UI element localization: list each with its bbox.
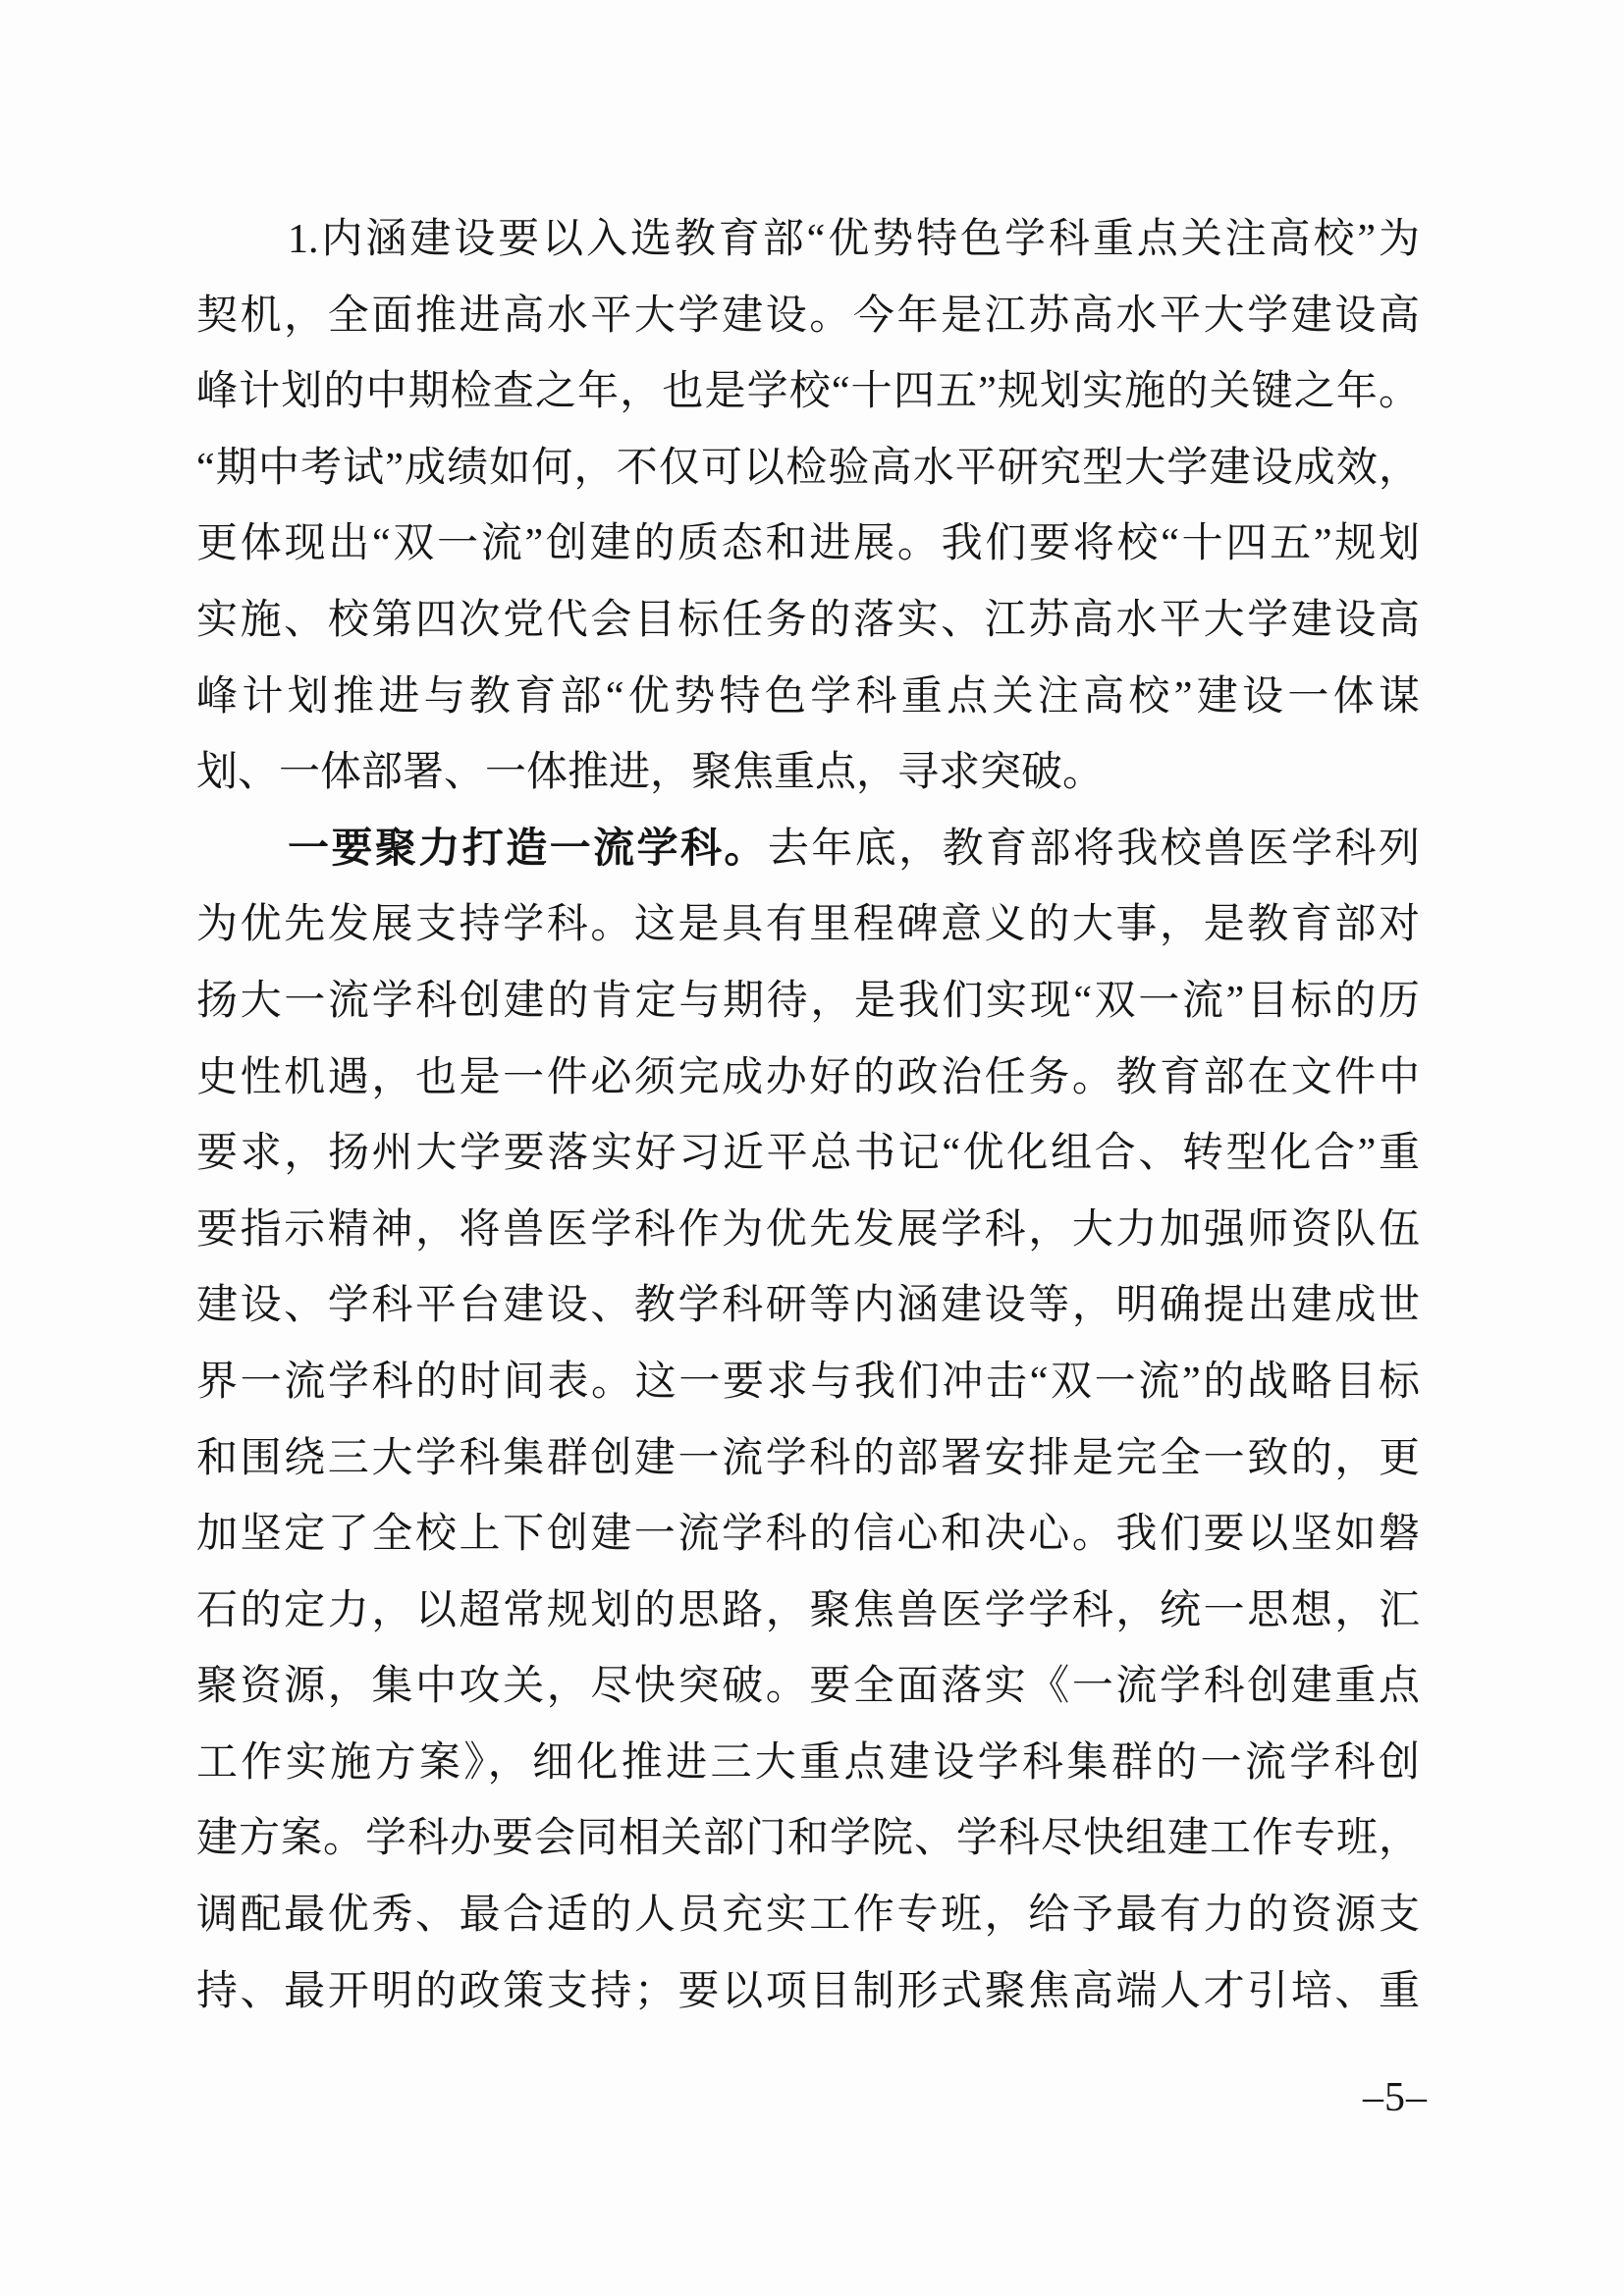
text-line: 持、最开明的政策支持；要以项目制形式聚焦高端人才引培、重 — [196, 1968, 1420, 2014]
text-line: 划、一体部署、一体推进，聚焦重点，寻求突破。 — [196, 750, 1105, 796]
text-line: 建方案。学科办要会同相关部门和学院、学科尽快组建工作专班， — [196, 1816, 1420, 1862]
text-line: 一要聚力打造一流学科。去年底，教育部将我校兽医学科列 — [288, 826, 1420, 872]
text-line: 加坚定了全校上下创建一流学科的信心和决心。我们要以坚如磐 — [196, 1512, 1420, 1558]
text-line: 1.内涵建设要以入选教育部“优势特色学科重点关注高校”为 — [288, 217, 1420, 262]
text-line: 要求，扬州大学要落实好习近平总书记“优化组合、转型化合”重 — [196, 1131, 1420, 1177]
text-line: 更体现出“双一流”创建的质态和进展。我们要将校“十四五”规划 — [196, 521, 1420, 567]
bold-lead: 一要聚力打造一流学科。 — [288, 826, 768, 872]
text-line: 建设、学科平台建设、教学科研等内涵建设等，明确提出建成世 — [196, 1283, 1420, 1329]
text-line: 要指示精神，将兽医学科作为优先发展学科，大力加强师资队伍 — [196, 1206, 1420, 1253]
text-line: 为优先发展支持学科。这是具有里程碑意义的大事，是教育部对 — [196, 902, 1420, 948]
text-line: 调配最优秀、最合适的人员充实工作专班，给予最有力的资源支 — [196, 1893, 1420, 1939]
text-line: 石的定力，以超常规划的思路，聚焦兽医学学科，统一思想，汇 — [196, 1587, 1420, 1633]
text-line: 实施、校第四次党代会目标任务的落实、江苏高水平大学建设高 — [196, 597, 1420, 643]
body-text — [196, 202, 1420, 2030]
text-line: 契机，全面推进高水平大学建设。今年是江苏高水平大学建设高 — [196, 293, 1420, 339]
text-line: 和围绕三大学科集群创建一流学科的部署安排是完全一致的，更 — [196, 1435, 1420, 1481]
text-line: 工作实施方案》，细化推进三大重点建设学科集群的一流学科创 — [196, 1739, 1420, 1786]
text-line: 聚资源，集中攻关，尽快突破。要全面落实《一流学科创建重点 — [196, 1664, 1420, 1710]
text-line: 峰计划推进与教育部“优势特色学科重点关注高校”建设一体谋 — [196, 673, 1420, 720]
text-line: 峰计划的中期检查之年，也是学校“十四五”规划实施的关键之年。 — [196, 369, 1420, 415]
text-line: “期中考试”成绩如何，不仅可以检验高水平研究型大学建设成效， — [196, 445, 1420, 491]
page-number: –5– — [1363, 2075, 1428, 2120]
text-line: 扬大一流学科创建的肯定与期待，是我们实现“双一流”目标的历 — [196, 978, 1420, 1024]
text-line: 界一流学科的时间表。这一要求与我们冲击“双一流”的战略目标 — [196, 1359, 1420, 1405]
text-line: 史性机遇，也是一件必须完成办好的政治任务。教育部在文件中 — [196, 1054, 1420, 1100]
